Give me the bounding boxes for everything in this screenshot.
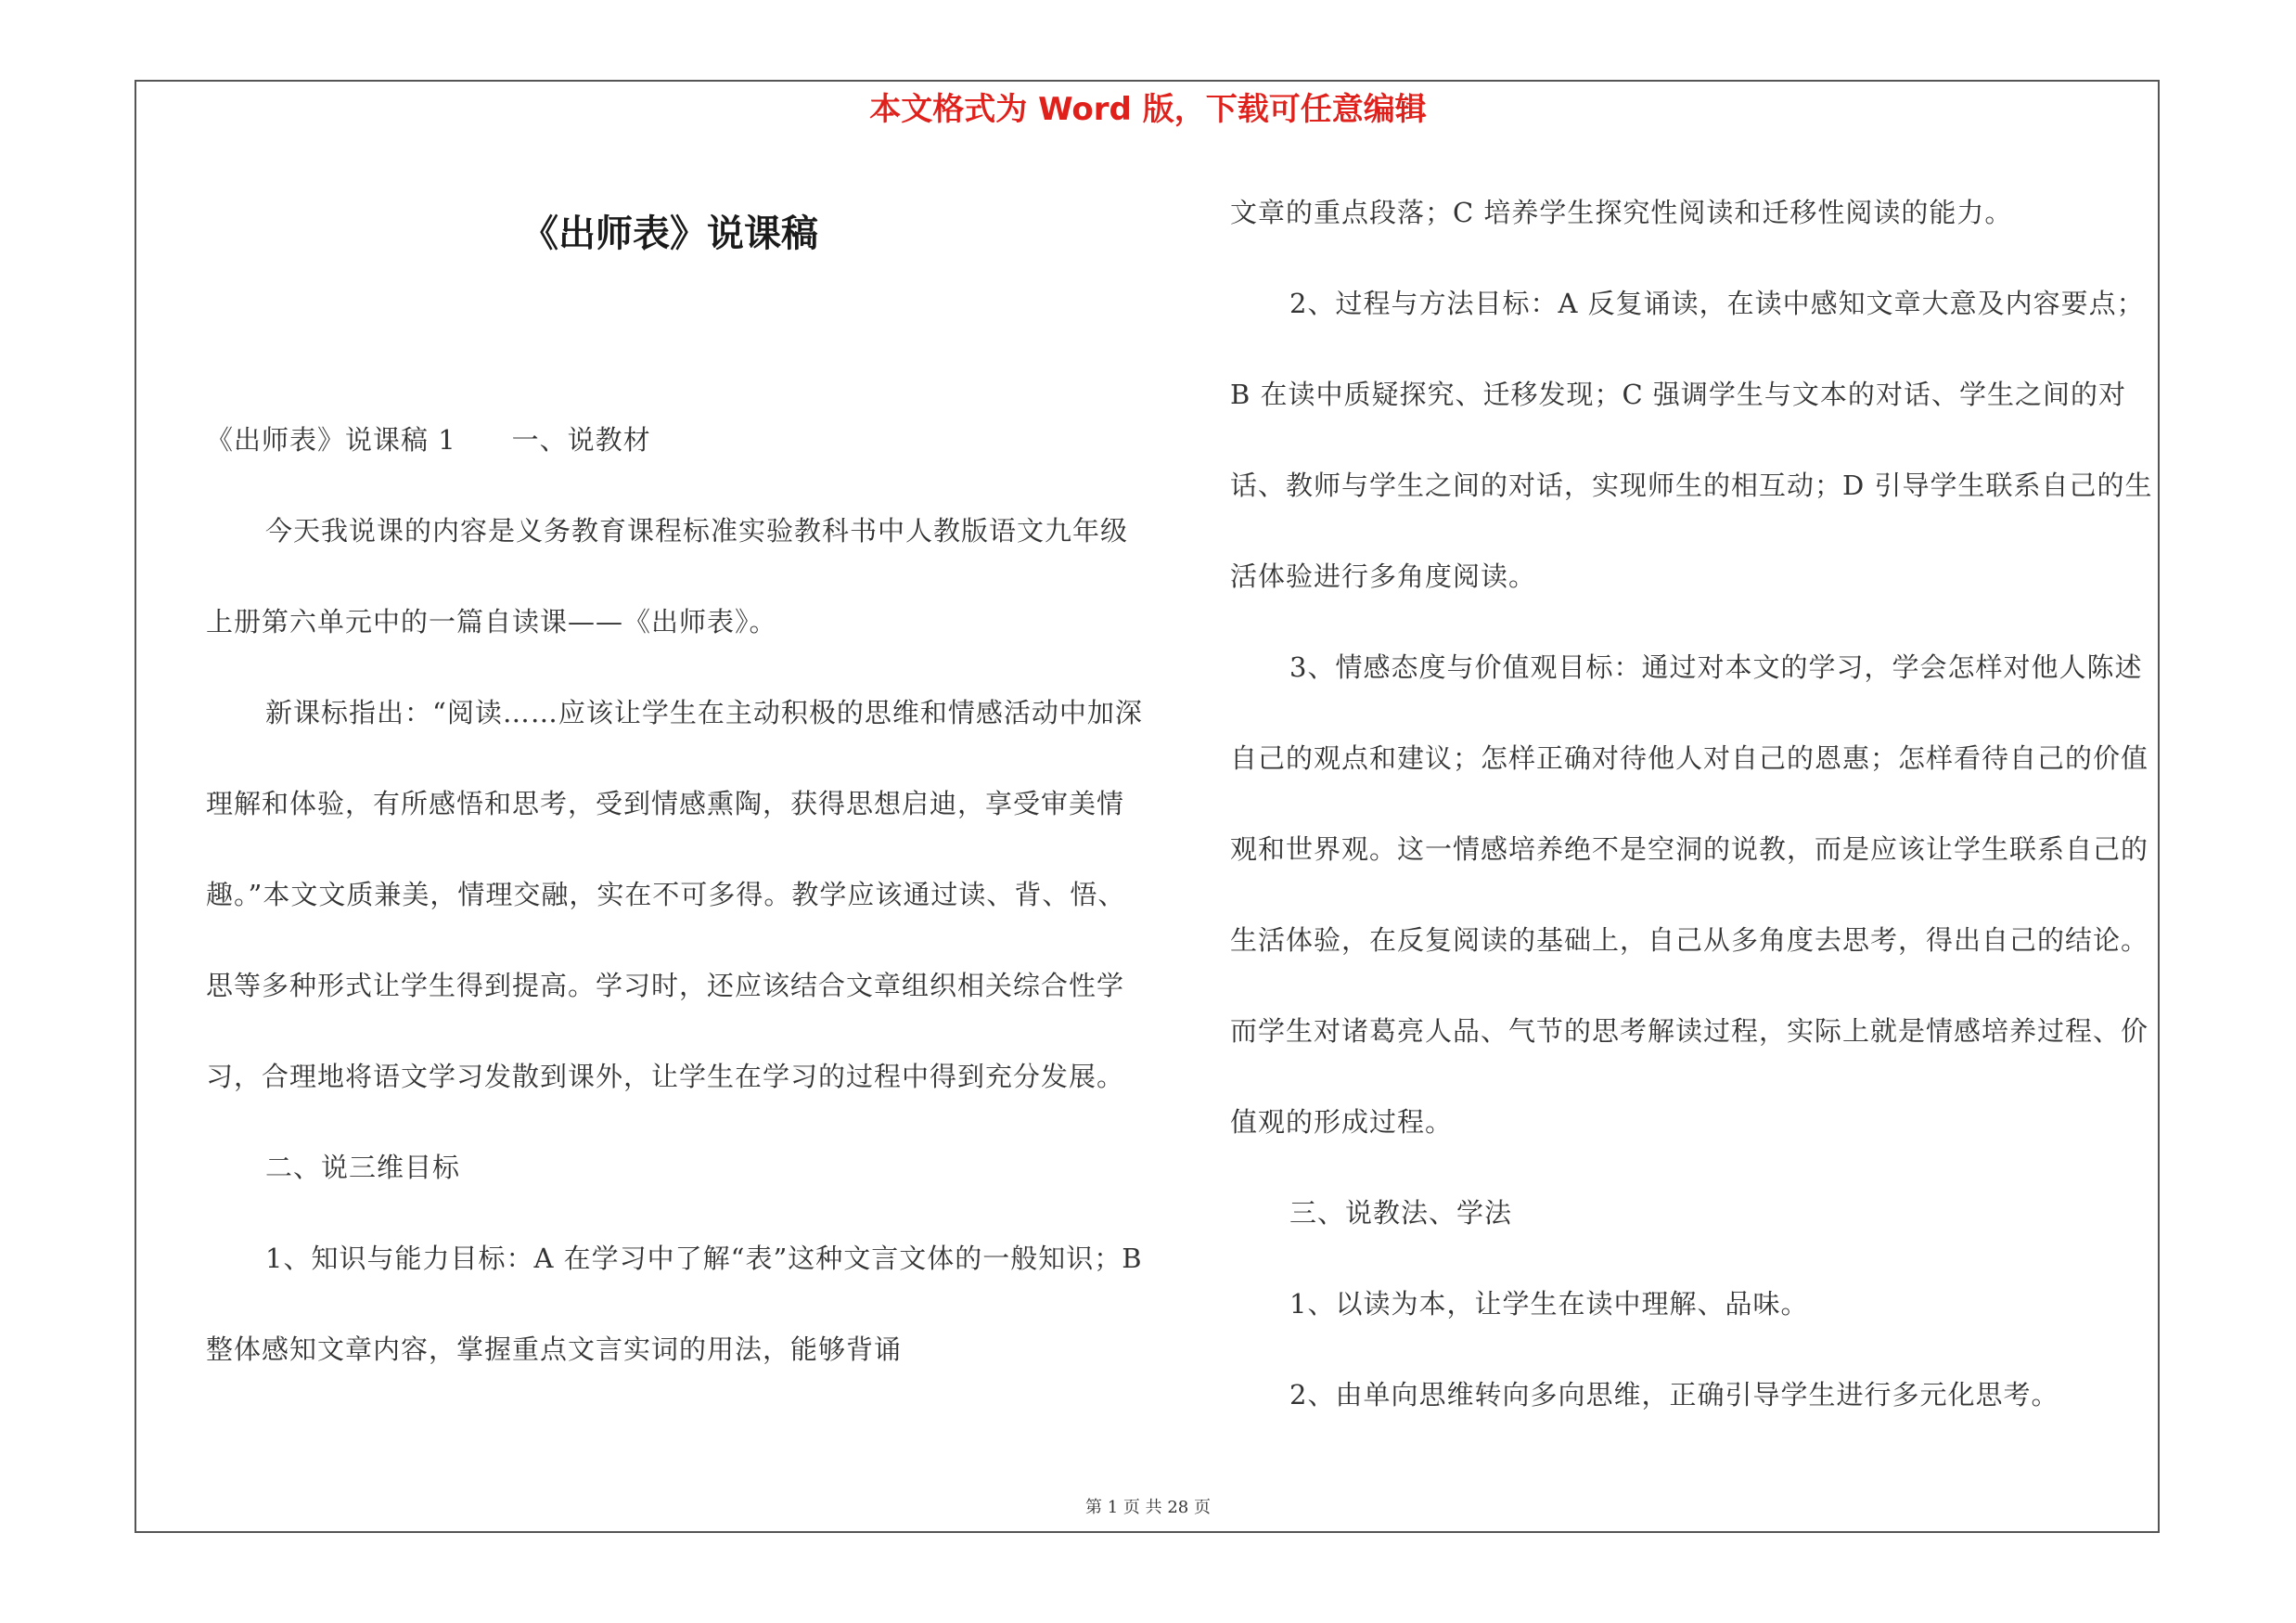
text-line: 应该结合文章组织相关综合性学习，合理地将语文学习发散到课外，	[206, 970, 1125, 1092]
document-title: 《出师表》说课稿	[521, 212, 818, 255]
text-line: 该让学生联系自己的生活体验，在反复阅读的基础上，自己从多角度	[1230, 833, 2149, 956]
text-line: 要点；B 在读中质疑探究、迁移发现；C 强调学生与文本的对话、学	[1230, 288, 2145, 410]
paragraph	[206, 1213, 1152, 1395]
text-line: 新课标指出：“阅读……应该让学生在主动积极的思维和情感活	[265, 697, 1032, 728]
left-column	[206, 394, 1152, 1395]
text-line: 般知识；B 整体感知文章内容，掌握重点文言实词的用法，能够背诵	[206, 1243, 1143, 1365]
format-banner: 本文格式为 Word 版，下载可任意编辑	[869, 91, 1427, 128]
paragraph	[206, 667, 1152, 1122]
text-line: 学应该通过读、背、悟、思等多种形式让学生得到提高。学习时，还	[206, 879, 1126, 1001]
text-line: 学生联系自己的生活体验进行多角度阅读。	[1230, 470, 2153, 592]
text-line: 程，实际上就是情感培养过程、价值观的形成过程。	[1230, 1015, 2149, 1138]
paragraph	[206, 485, 1152, 667]
right-column	[1230, 167, 2158, 1440]
paragraph	[1230, 1258, 2158, 1349]
paragraph	[1230, 167, 2158, 258]
text-line: 1、知识与能力目标：A 在学习中了解“表”这种文言文体的一	[265, 1243, 1011, 1274]
text-line: 待自己的价值观和世界观。这一情感培养绝不是空洞的说教，而是应	[1230, 742, 2149, 865]
text-line: 文九年级上册第六单元中的一篇自读课——《出师表》。	[206, 515, 1129, 638]
text-line: 让学生在学习的过程中得到充分发展。	[651, 1061, 1125, 1092]
text-line: 2、过程与方法目标：A 反复诵读，在读中感知文章大意及内容	[1289, 288, 2061, 319]
text-line: 1、以读为本，让学生在读中理解、品味。	[1289, 1288, 1809, 1320]
text-line: 人陈述自己的观点和建议；怎样正确对待他人对自己的恩惠；怎样看	[1230, 651, 2143, 774]
text-line: 《出师表》说课稿 1 一、说教材	[206, 424, 651, 456]
text-line: 迪，享受审美情趣。”本文文质兼美，情理交融，实在不可多得。教	[206, 788, 1125, 910]
text-line: 文章的重点段落；C 培养学生探究性阅读和迁移性阅读的能力。	[1230, 197, 2013, 228]
text-line: 今天我说课的内容是义务教育课程标准实验教科书中人教版语	[265, 515, 1018, 547]
paragraph	[206, 394, 1152, 485]
text-line: 三、说教法、学法	[1289, 1197, 1513, 1229]
text-line: 3、情感态度与价值观目标：通过对本文的学习，学会怎样对他	[1289, 651, 2059, 683]
paragraph	[1230, 258, 2158, 622]
paragraph	[1230, 1167, 2158, 1258]
text-line: 2、由单向思维转向多向思维，正确引导学生进行多元化思考。	[1289, 1379, 2059, 1410]
text-line: 动中加深理解和体验，有所感悟和思考，受到情感熏陶，获得思想启	[206, 697, 1143, 819]
paragraph	[206, 1122, 1152, 1213]
paragraph	[1230, 622, 2158, 1167]
text-line: 二、说三维目标	[265, 1152, 461, 1183]
text-line: 生之间的对话、教师与学生之间的对话，实现师生的相互动；D 引导	[1230, 379, 2126, 501]
page-footer: 第 1 页 共 28 页	[1085, 1498, 1211, 1517]
text-line: 去思考，得出自己的结论。而学生对诸葛亮人品、气节的思考解读过	[1230, 924, 2149, 1047]
paragraph	[1230, 1349, 2158, 1440]
